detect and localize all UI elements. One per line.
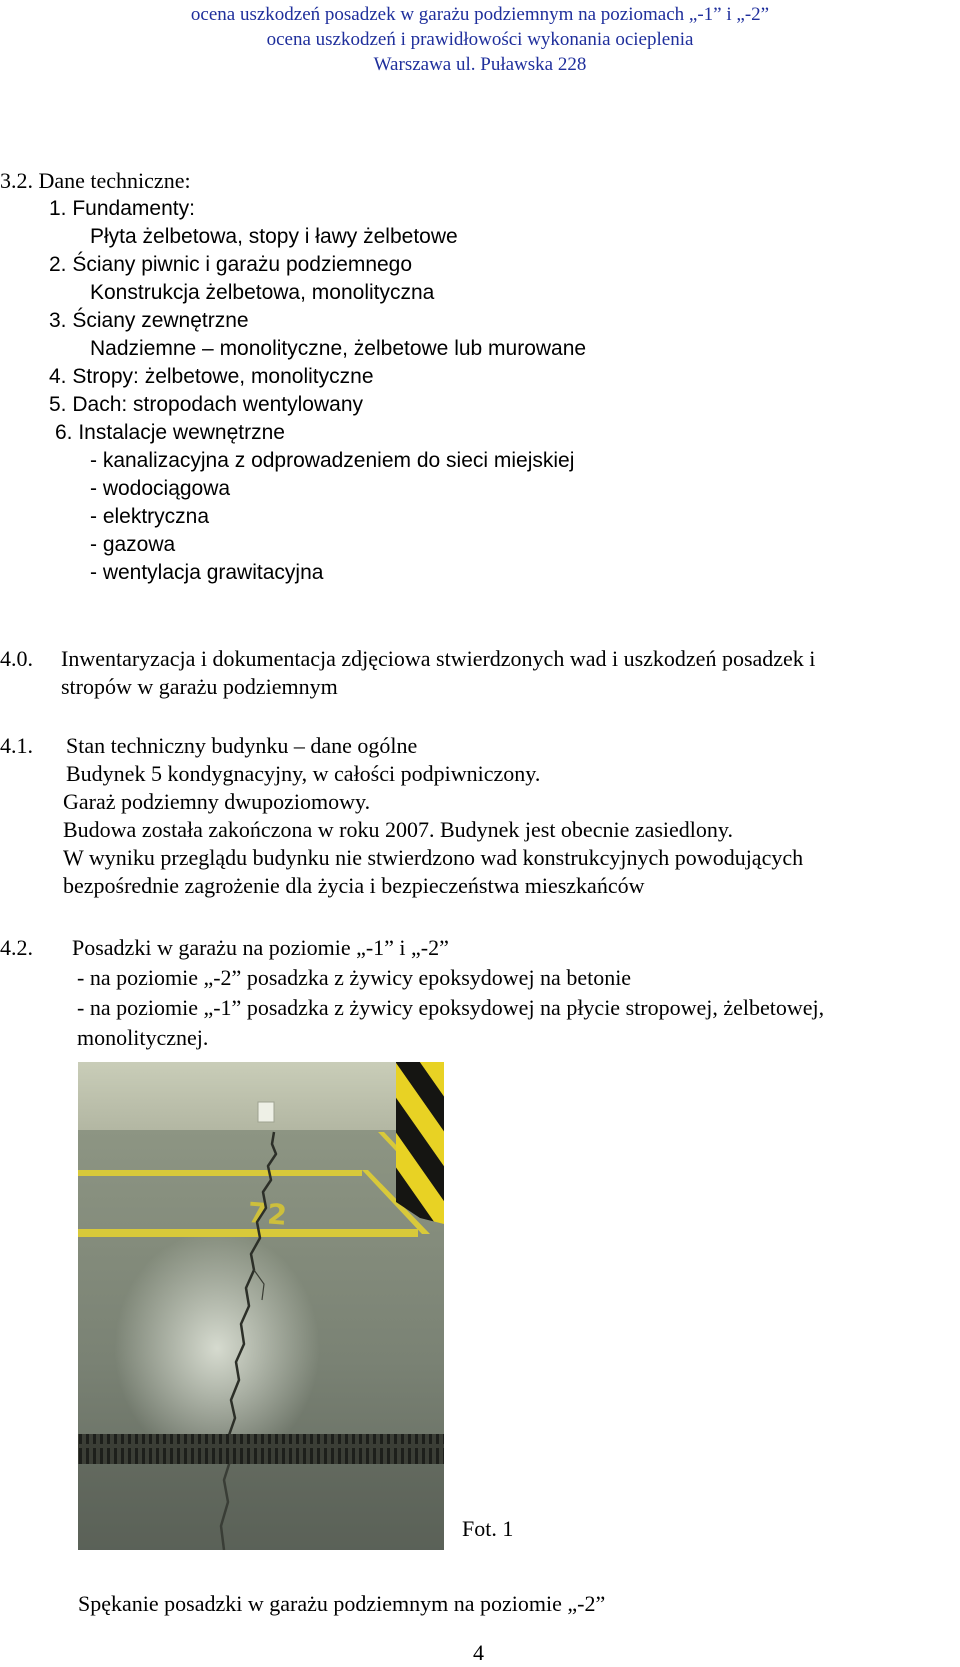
installation-electric: - elektryczna	[90, 505, 210, 528]
tech-item-4: 4. Stropy: żelbetowe, monolityczne	[49, 365, 374, 388]
section-4-0-number: 4.0.	[0, 646, 33, 671]
section-4-2-line-1: Posadzki w garażu na poziomie „-1” i „-2”	[72, 935, 449, 960]
section-4-1-line-3: Garaż podziemny dwupoziomowy.	[63, 789, 371, 814]
section-4-0-line-1: Inwentaryzacja i dokumentacja zdjęciowa stwierdzonych wad i uszkodzeń posadzek i	[61, 646, 816, 671]
section-4-2-line-3: - na poziomie „-1” posadzka z żywicy epoksydowej na płycie stropowej, żelbetowej,	[77, 995, 825, 1020]
tech-item-1-detail: Płyta żelbetowa, stopy i ławy żelbetowe	[90, 225, 458, 248]
installation-sewer: - kanalizacyjna z odprowadzeniem do sieci miejskiej	[90, 449, 575, 472]
tech-item-3-detail: Nadziemne – monolityczne, żelbetowe lub murowane	[90, 337, 587, 360]
tech-item-5: 5. Dach: stropodach wentylowany	[49, 393, 364, 416]
tech-item-3: 3. Ściany zewnętrzne	[49, 309, 249, 332]
section-3-2-heading: 3.2. Dane techniczne:	[0, 168, 191, 193]
section-4-0-line-2: stropów w garażu podziemnym	[61, 674, 338, 699]
header-line-1: ocena uszkodzeń posadzek w garażu podziemnym na poziomach „-1” i „-2”	[190, 4, 770, 25]
tech-item-2: 2. Ściany piwnic i garażu podziemnego	[49, 253, 413, 276]
floor-crack-photo	[78, 1062, 444, 1550]
section-4-1-line-6: bezpośrednie zagrożenie dla życia i bezpieczeństwa mieszkańców	[63, 873, 645, 898]
installation-water: - wodociągowa	[90, 477, 231, 500]
section-4-1-line-5: W wyniku przeglądu budynku nie stwierdzono wad konstrukcyjnych powodujących	[63, 845, 804, 870]
photo-caption: Spękanie posadzki w garażu podziemnym na poziomie „-2”	[78, 1591, 606, 1616]
section-4-1-number: 4.1.	[0, 733, 33, 758]
section-4-2-line-2: - na poziomie „-2” posadzka z żywicy epoksydowej na betonie	[77, 965, 632, 990]
parking-number: 72	[246, 1196, 288, 1232]
section-4-1-line-1: Stan techniczny budynku – dane ogólne	[66, 733, 418, 758]
section-4-1-line-2: Budynek 5 kondygnacyjny, w całości podpiwniczony.	[66, 761, 541, 786]
photo-label: Fot. 1	[462, 1516, 514, 1541]
section-4-2-line-4: monolitycznej.	[77, 1025, 209, 1050]
header-line-2: ocena uszkodzeń i prawidłowości wykonania ocieplenia	[266, 29, 694, 50]
tech-item-1: 1. Fundamenty:	[49, 197, 195, 220]
tech-item-6: 6. Instalacje wewnętrzne	[55, 421, 285, 444]
page-number: 4	[473, 1640, 484, 1665]
installation-gas: - gazowa	[90, 533, 176, 556]
section-4-1-line-4: Budowa została zakończona w roku 2007. Budynek jest obecnie zasiedlony.	[63, 817, 733, 842]
tech-item-2-detail: Konstrukcja żelbetowa, monolityczna	[90, 281, 435, 304]
header-line-3: Warszawa ul. Puławska 228	[373, 54, 587, 75]
installation-ventilation: - wentylacja grawitacyjna	[90, 561, 324, 584]
section-4-2-number: 4.2.	[0, 935, 33, 960]
